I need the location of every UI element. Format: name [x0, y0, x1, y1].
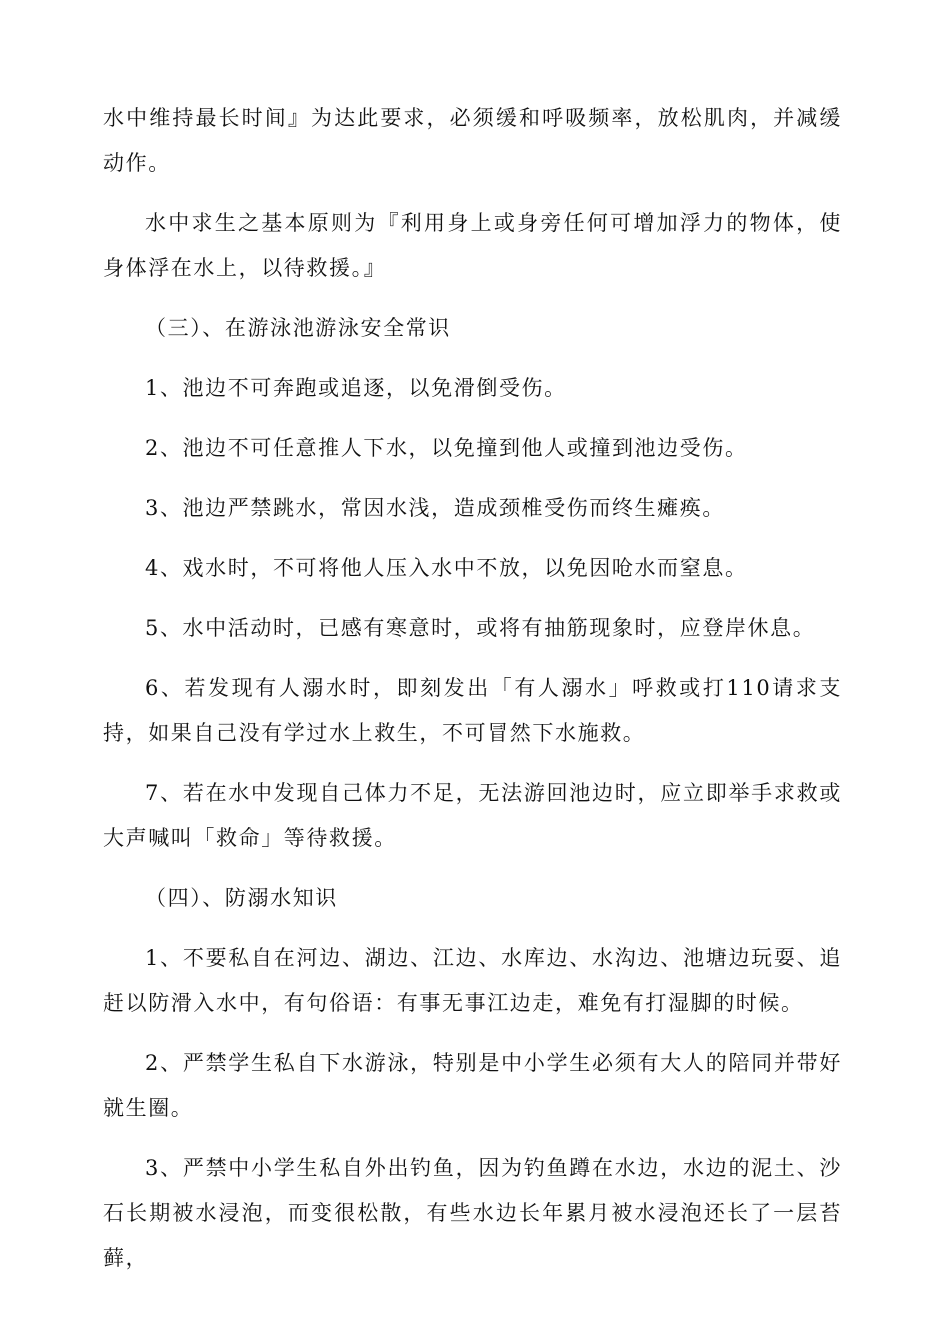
list-item-drowning-3: 3、严禁中小学生私自外出钓鱼，因为钓鱼蹲在水边，水边的泥土、沙石长期被水浸泡，而变很松散，有些水边长年累月被水浸泡还长了一层苔藓，: [103, 1156, 842, 1270]
list-item-pool-6: 6、若发现有人溺水时，即刻发出「有人溺水」呼救或打110请求支持，如果自己没有学过水上救生，不可冒然下水施救。: [103, 676, 842, 745]
list-item-pool-2: 2、池边不可任意推人下水，以免撞到他人或撞到池边受伤。: [145, 436, 748, 460]
list-item-pool-7: 7、若在水中发现自己体力不足，无法游回池边时，应立即举手求救或大声喊叫「救命」等待救援。: [103, 781, 842, 850]
list-item-pool-3: 3、池边严禁跳水，常因水浅，造成颈椎受伤而终生瘫痪。: [145, 496, 725, 520]
paragraph-continuation: 水中维持最长时间』为达此要求，必须缓和呼吸频率，放松肌肉，并减缓动作。: [103, 106, 842, 175]
paragraph-basic-principle: 水中求生之基本原则为『利用身上或身旁任何可增加浮力的物体，使身体浮在水上，以待救援。』: [103, 211, 842, 280]
list-item-drowning-2: 2、严禁学生私自下水游泳，特别是中小学生必须有大人的陪同并带好就生圈。: [103, 1051, 842, 1120]
section-heading-drowning-prevention: （四）、防溺水知识: [145, 886, 338, 910]
list-item-pool-4: 4、戏水时，不可将他人压入水中不放，以免因呛水而窒息。: [145, 556, 748, 580]
list-item-pool-5: 5、水中活动时，已感有寒意时，或将有抽筋现象时，应登岸休息。: [145, 616, 816, 640]
list-item-drowning-1: 1、不要私自在河边、湖边、江边、水库边、水沟边、池塘边玩耍、追赶以防滑入水中，有句俗语：有事无事江边走，难免有打湿脚的时候。: [103, 946, 842, 1015]
section-heading-pool-safety: （三）、在游泳池游泳安全常识: [145, 316, 451, 340]
list-item-pool-1: 1、池边不可奔跑或追逐，以免滑倒受伤。: [145, 376, 567, 400]
